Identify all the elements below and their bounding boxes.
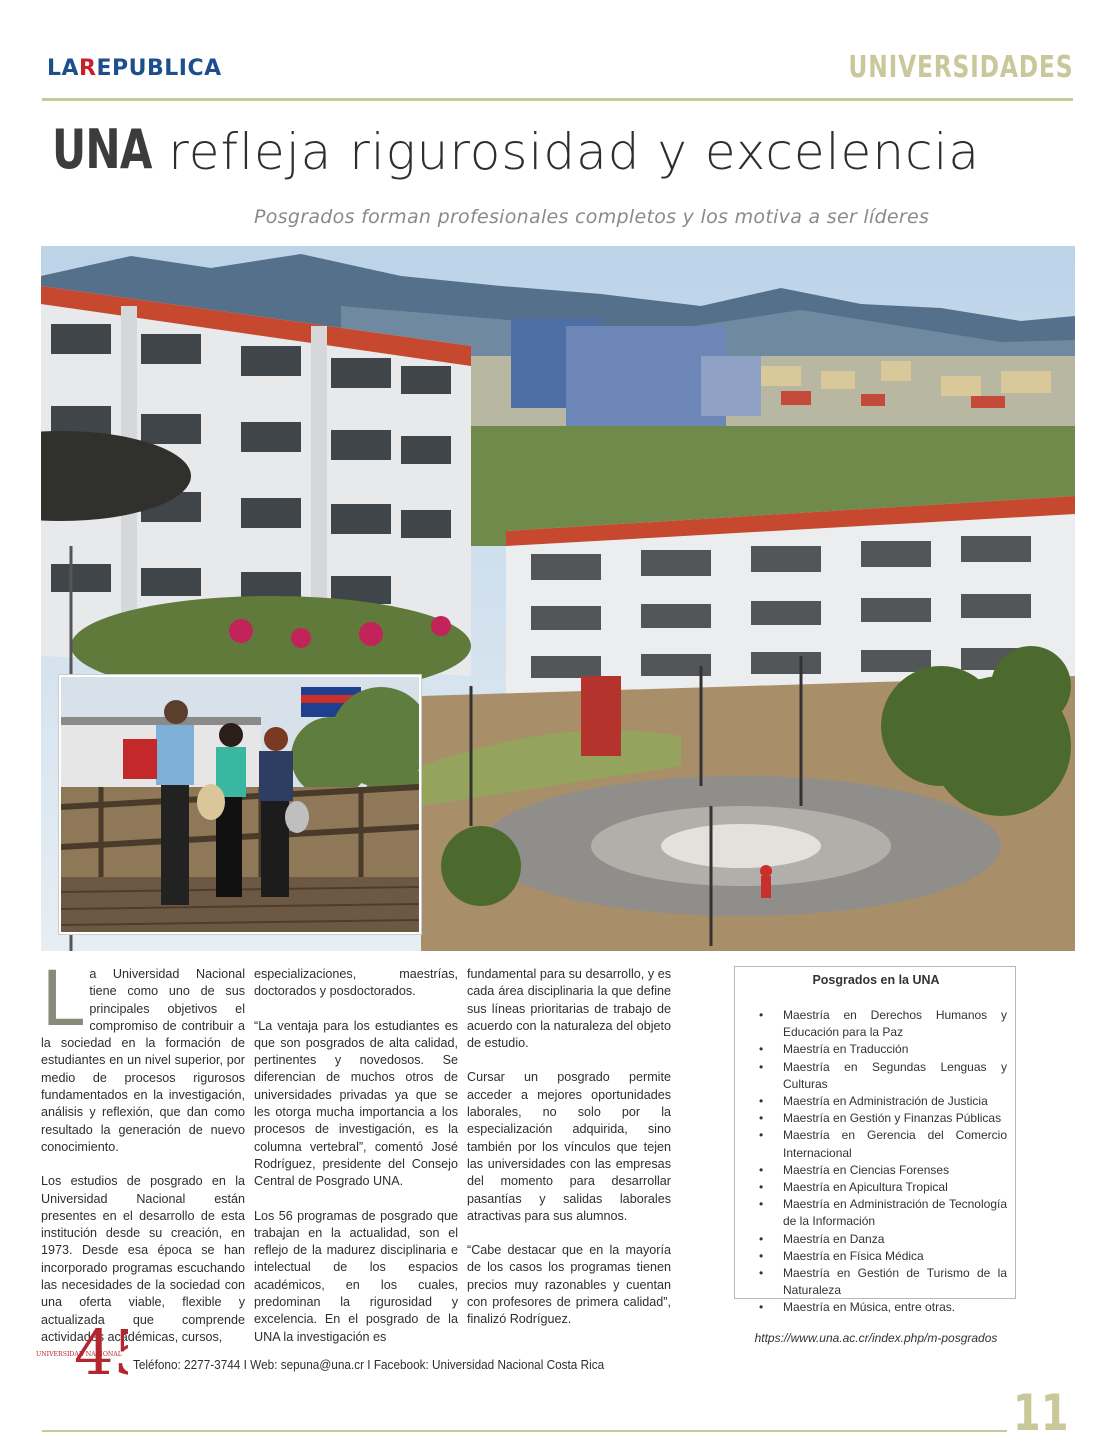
list-item: • Maestría en Administración de Tecnología de la Información — [783, 1196, 1007, 1230]
program-list — [745, 1007, 1007, 1317]
paragraph: “La ventaja para los estudiantes es que son posgrados de alta calidad, pertinentes y novedosos. Se diferencian de muchos otros de universidades privadas ya que se les otorga mucha importancia a los procesos de investigación, es la columna vertebral”, comentó José Rodríguez, presidente del Consejo Central de Posgrado UNA. — [254, 1018, 458, 1189]
header-divider — [42, 98, 1073, 101]
list-item: • Maestría en Apicultura Tropical — [783, 1179, 1007, 1196]
paragraph: “Cabe destacar que en la mayoría de los casos los programas tienen precios muy razonables y cuentan con profesores de primera calidad”, finalizó Rodríguez. — [467, 1243, 671, 1327]
drop-cap: L — [41, 954, 84, 1043]
headline — [52, 118, 980, 181]
una-45-logo — [36, 1318, 128, 1384]
list-item: • Maestría en Ciencias Forenses — [783, 1162, 1007, 1179]
paragraph: Cursar un posgrado permite acceder a mejores oportunidades laborales, no solo por la especialización adquirida, sino también por los vínculos que tejen las universidades con las empresas del momento para desarrollar pasantías y salidas laborales atractivas para sus alumnos. — [467, 1070, 671, 1223]
list-item: • Maestría en Derechos Humanos y Educación para la Paz — [783, 1007, 1007, 1041]
article-column-3 — [467, 966, 671, 1346]
posgrados-box — [734, 966, 1016, 1345]
article-column-2 — [254, 966, 458, 1363]
subtitle: Posgrados forman profesionales completos y los motiva a ser líderes — [254, 206, 930, 228]
list-item: • Maestría en Física Médica — [783, 1248, 1007, 1265]
students-photo — [59, 675, 421, 934]
paragraph: especializaciones, maestrías, doctorados y posdoctorados. — [254, 967, 458, 999]
posgrados-link[interactable]: https://www.una.ac.cr/index.php/m-posgrados — [754, 1330, 998, 1345]
list-item: • Maestría en Administración de Justicia — [783, 1093, 1007, 1110]
headline-bold: UNA — [52, 118, 152, 181]
list-item: • Maestría en Segundas Lenguas y Culturas — [783, 1059, 1007, 1093]
list-item: • Maestría en Gestión de Turismo de la Naturaleza — [783, 1265, 1007, 1299]
section-title: UNIVERSIDADES — [848, 50, 1073, 85]
logo-la: LA — [47, 56, 80, 81]
logo-r: R — [79, 56, 97, 81]
list-item: • Maestría en Música, entre otras. — [783, 1299, 1007, 1316]
footer-divider — [42, 1430, 1007, 1432]
anniversary-label: UNIVERSIDAD NACIONAL — [36, 1351, 122, 1358]
list-item: • Maestría en Gerencia del Comercio Internacional — [783, 1127, 1007, 1161]
box-title: Posgrados en la UNA — [812, 973, 940, 987]
contact-line: Teléfono: 2277-3744 I Web: sepuna@una.cr I Facebook: Universidad Nacional Costa Rica — [133, 1357, 605, 1372]
logo-epublica: EPUBLICA — [96, 56, 222, 81]
article-column-1 — [41, 954, 245, 1363]
newspaper-logo — [47, 56, 222, 81]
headline-light: refleja rigurosidad y excelencia — [168, 123, 981, 181]
page-number: 11 — [1013, 1384, 1069, 1442]
list-item: • Maestría en Traducción — [783, 1041, 1007, 1058]
list-item: • Maestría en Danza — [783, 1231, 1007, 1248]
paragraph-text: a Universidad Nacional tiene como uno de sus principales objetivos el compromiso de contribuir a la sociedad en la formación de estudiantes en un nivel superior, por medio de procesos rigurosos fundamentados en la investigación, análisis y reflexión, que dan como resultado la generación de nuevo conocimiento. — [41, 967, 245, 1154]
paragraph — [41, 954, 245, 1156]
anniversary-number: 4 — [74, 1318, 114, 1384]
paragraph: fundamental para su desarrollo, y es cada área disciplinaria la que define sus líneas prioritarias de trabajo de acuerdo con la naturaleza del objeto de estudio. — [467, 967, 671, 1051]
list-item: • Maestría en Gestión y Finanzas Públicas — [783, 1110, 1007, 1127]
paragraph: Los 56 programas de posgrado que trabajan en la actualidad, son el reflejo de la madurez disciplinaria e intelectual de los espacios académicos, en los cuales, predominan la rigurosidad y excelencia. En el posgrado de la UNA la investigación es — [254, 1208, 458, 1344]
paragraph: Los estudios de posgrado en la Universidad Nacional están presentes en el desarrollo de esta institución desde su creación, en 1973. Desde esa época se han incorporado programas escuchando las necesidades de la sociedad con una oferta viable, flexible y actualizada que comprende actividades académicas, cursos, — [41, 1174, 245, 1344]
